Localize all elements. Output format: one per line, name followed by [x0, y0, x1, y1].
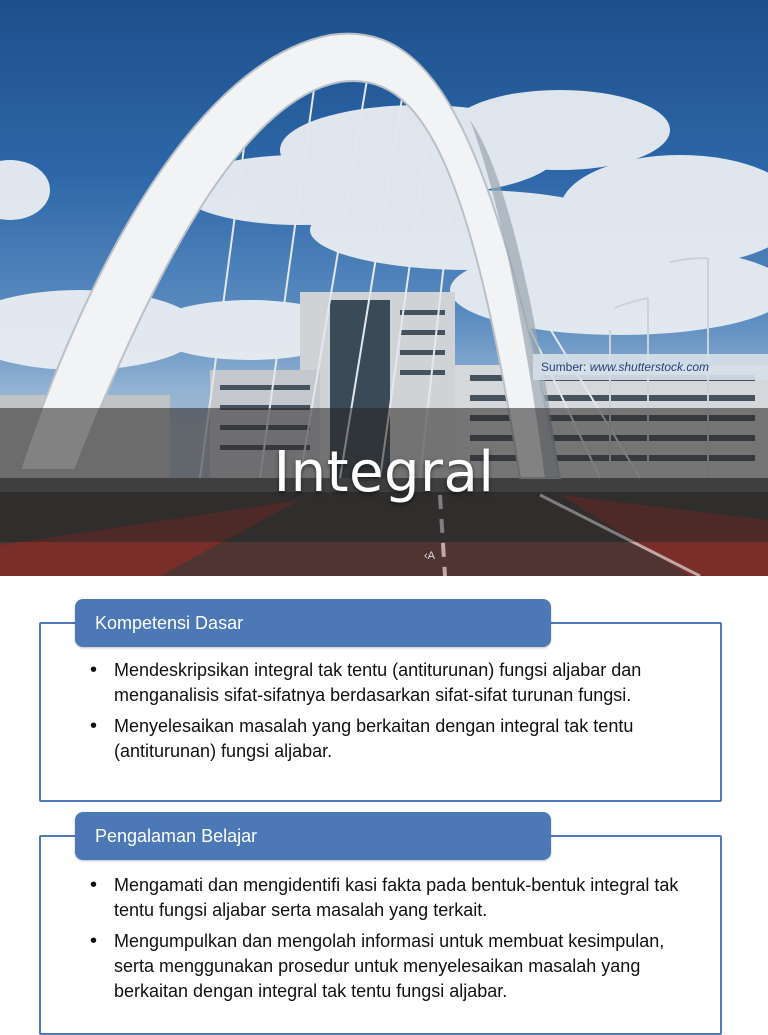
list-item: • Mengumpulkan dan mengolah informasi untuk membuat kesimpulan, serta menggunakan prosedur untuk menyelesaikan masalah yang berkaitan dengan integral tak tentu fungsi aljabar.: [90, 929, 700, 1004]
slide-mark: ‹A: [424, 550, 435, 562]
source-credit: [533, 354, 768, 380]
bottom-band: [0, 542, 768, 576]
list-item: • Menyelesaikan masalah yang berkaitan dengan integral tak tentu (antiturunan) fungsi aljabar.: [90, 714, 700, 764]
slide-title: Integral: [273, 440, 495, 505]
bullet-list-pengalaman: [90, 873, 700, 1010]
section-header-kompetensi: Kompetensi Dasar: [75, 599, 551, 647]
list-item: • Mendeskripsikan integral tak tentu (antiturunan) fungsi aljabar dan menganalisis sifat-sifatnya berdasarkan sifat-sifat turunan fungsi.: [90, 658, 700, 708]
bullet-list-kompetensi: [90, 658, 700, 770]
source-credit-url[interactable]: www.shutterstock.com: [589, 360, 710, 374]
source-credit-prefix: Sumber:: [541, 360, 590, 374]
list-item: • Mengamati dan mengidentifi kasi fakta pada bentuk-bentuk integral tak tentu fungsi aljabar serta masalah yang terkait.: [90, 873, 700, 923]
section-header-pengalaman: Pengalaman Belajar: [75, 812, 551, 860]
